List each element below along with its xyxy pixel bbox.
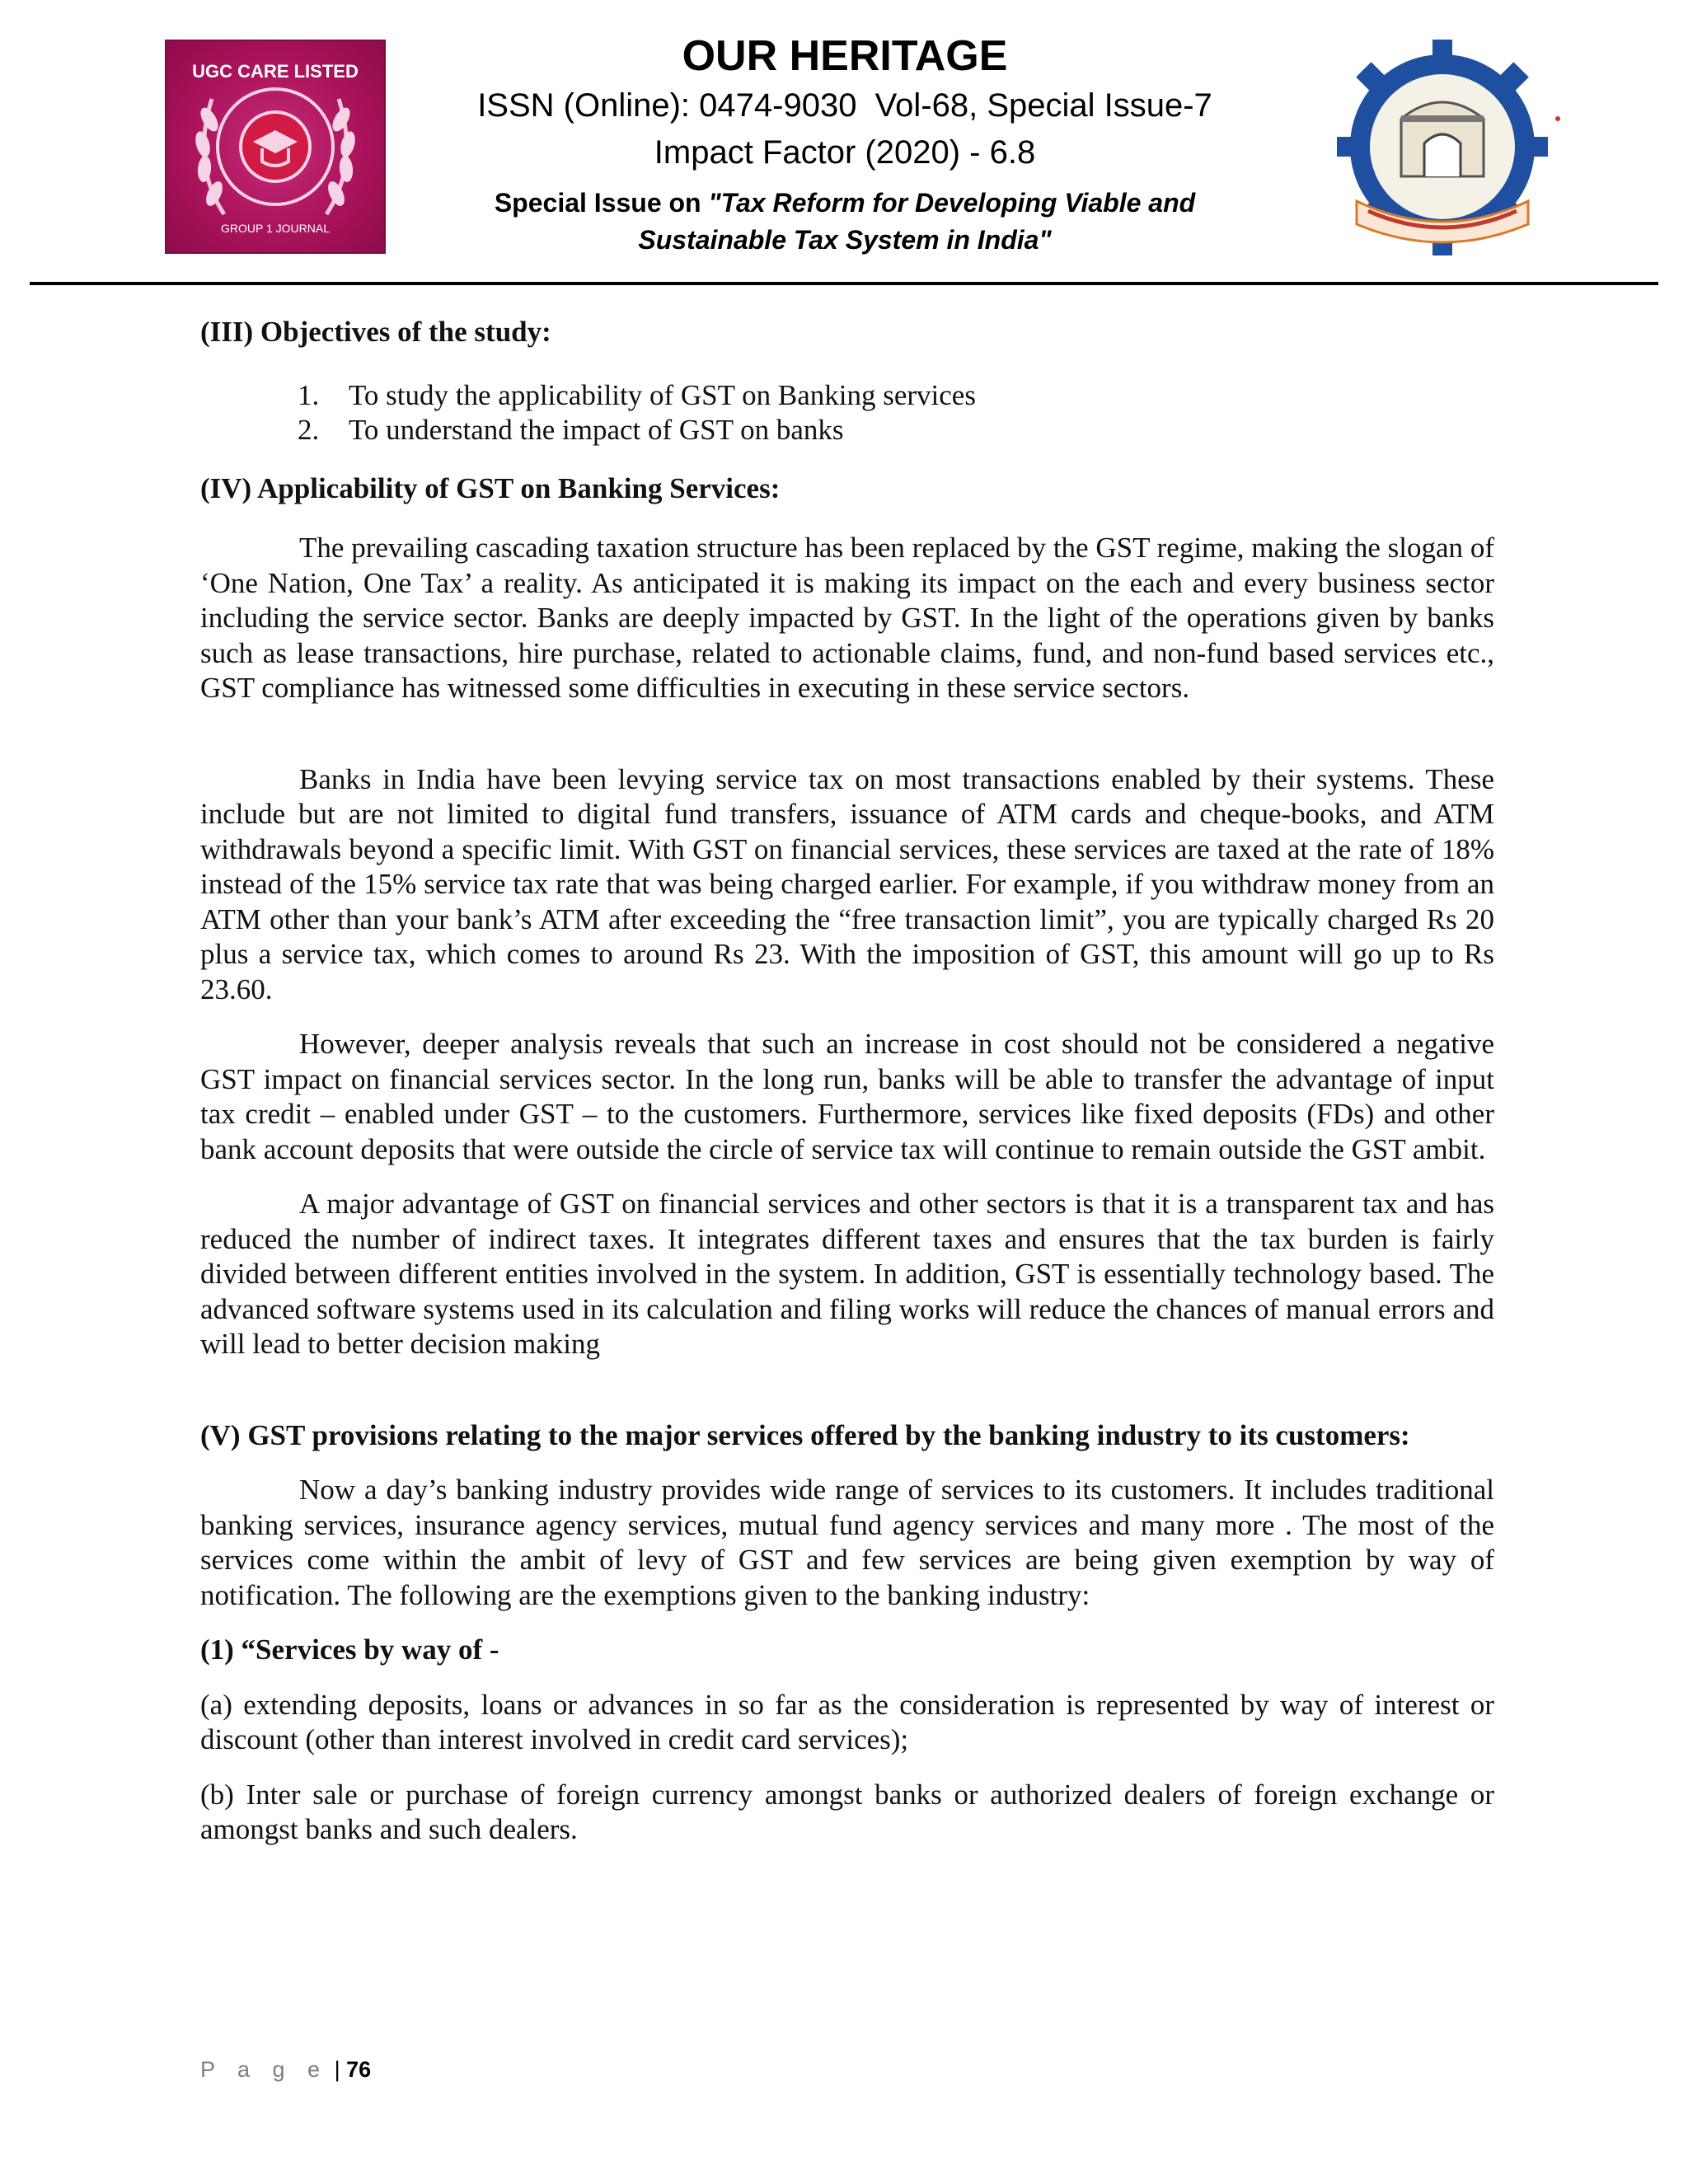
paragraph: Banks in India have been levying service tax on most transactions enabled by their systems. These include but are not limited to digital fund transfers, issuance of ATM cards and cheque-books, and ATM withdrawals beyond a specific limit. With GST on financial services, these services are taxed at the rate of 18% instead of the 15% service tax rate that was being charged earlier. For example, if you withdraw money from an ATM other than your bank’s ATM after exceeding the “free transaction limit”, you are typically charged Rs 20 plus a service tax, which comes to around Rs 23. With the imposition of GST, this amount will go up to Rs 23.60. [200, 762, 1494, 1005]
list-item-text: To study the applicability of GST on Banking services [349, 378, 976, 411]
exemption-item-b: (b) Inter sale or purchase of foreign currency amongst banks or authorized dealers of foreign exchange or amongst banks and such dealers. [200, 1778, 1494, 1845]
objectives-heading: (III) Objectives of the study: [200, 316, 551, 348]
article-body [200, 315, 1494, 1848]
ugc-seal-top-text: UGC CARE LISTED [192, 61, 359, 82]
gear-emblem-icon [1311, 36, 1574, 259]
page-separator: | [328, 2057, 347, 2082]
services-heading: (1) “Services by way of - [200, 1633, 499, 1666]
journal-masthead [387, 30, 1302, 259]
college-emblem [1311, 36, 1574, 259]
page-label: P a g e [200, 2057, 329, 2082]
issn-line: ISSN (Online): 0474-9030 Vol-68, Special Issue-7 [477, 87, 1212, 124]
paragraph: A major advantage of GST on financial services and other sectors is that it is a transparent tax and has reduced the number of indirect taxes. It integrates different taxes and ensures that the tax burden is fairly divided between different entities involved in the system. In addition, GST is essentially technology based. The advanced software systems used in its calculation and filing works will reduce the chances of manual errors and will lead to better decision making [200, 1188, 1494, 1360]
list-item-text: To understand the impact of GST on banks [349, 414, 844, 446]
journal-title: OUR HERITAGE [682, 32, 1008, 80]
page-footer [200, 2057, 371, 2083]
list-item [200, 413, 1494, 448]
ugc-care-logo [165, 40, 386, 254]
paragraph: The prevailing cascading taxation structure has been replaced by the GST regime, making the slogan of ‘One Nation, One Tax’ a reality. As anticipated it is making its impact on the each and every business sector including the service sector. Banks are deeply impacted by GST. In the light of the operations given by banks such as lease transactions, hire purchase, related to actionable claims, fund, and non-fund based services etc., GST compliance has witnessed some difficulties in executing in these service sectors. [200, 532, 1494, 704]
paragraph: However, deeper analysis reveals that such an increase in cost should not be considered a negative GST impact on financial services sector. In the long run, banks will be able to transfer the advantage of input tax credit – enabled under GST – to the customers. Furthermore, services like fixed deposits (FDs) and other bank account deposits that were outside the circle of service tax will continue to remain outside the GST ambit. [200, 1028, 1494, 1165]
header-divider [30, 282, 1658, 285]
paragraph: Now a day’s banking industry provides wide range of services to its customers. It includes traditional banking services, insurance agency services, mutual fund agency services and many more . The most of the services come within the ambit of levy of GST and few services are being given exemption by way of notification. The following are the exemptions given to the banking industry: [200, 1474, 1494, 1611]
special-issue-prefix: Special Issue on [494, 188, 709, 218]
list-item-number: 1. [298, 378, 320, 411]
page-number: 76 [346, 2057, 372, 2082]
special-issue-title [387, 185, 1302, 259]
journal-header [0, 0, 1688, 288]
special-issue-line1: "Tax Reform for Developing Viable and [708, 188, 1196, 218]
impact-factor: Impact Factor (2020) - 6.8 [654, 134, 1036, 171]
objectives-list [200, 378, 1494, 448]
provisions-heading: (V) GST provisions relating to the major services offered by the banking industry to its customers: [200, 1418, 1410, 1451]
list-item [200, 378, 1494, 414]
list-item-number: 2. [298, 414, 320, 446]
ugc-seal-icon [166, 41, 384, 252]
applicability-heading: (IV) Applicability of GST on Banking Services: [200, 471, 781, 504]
ugc-seal-bottom-text: GROUP 1 JOURNAL [221, 222, 330, 235]
special-issue-line2: Sustainable Tax System in India" [638, 225, 1052, 255]
exemption-item-a: (a) extending deposits, loans or advances in so far as the consideration is represented by way of interest or discount (other than interest involved in credit card services); [200, 1688, 1494, 1755]
